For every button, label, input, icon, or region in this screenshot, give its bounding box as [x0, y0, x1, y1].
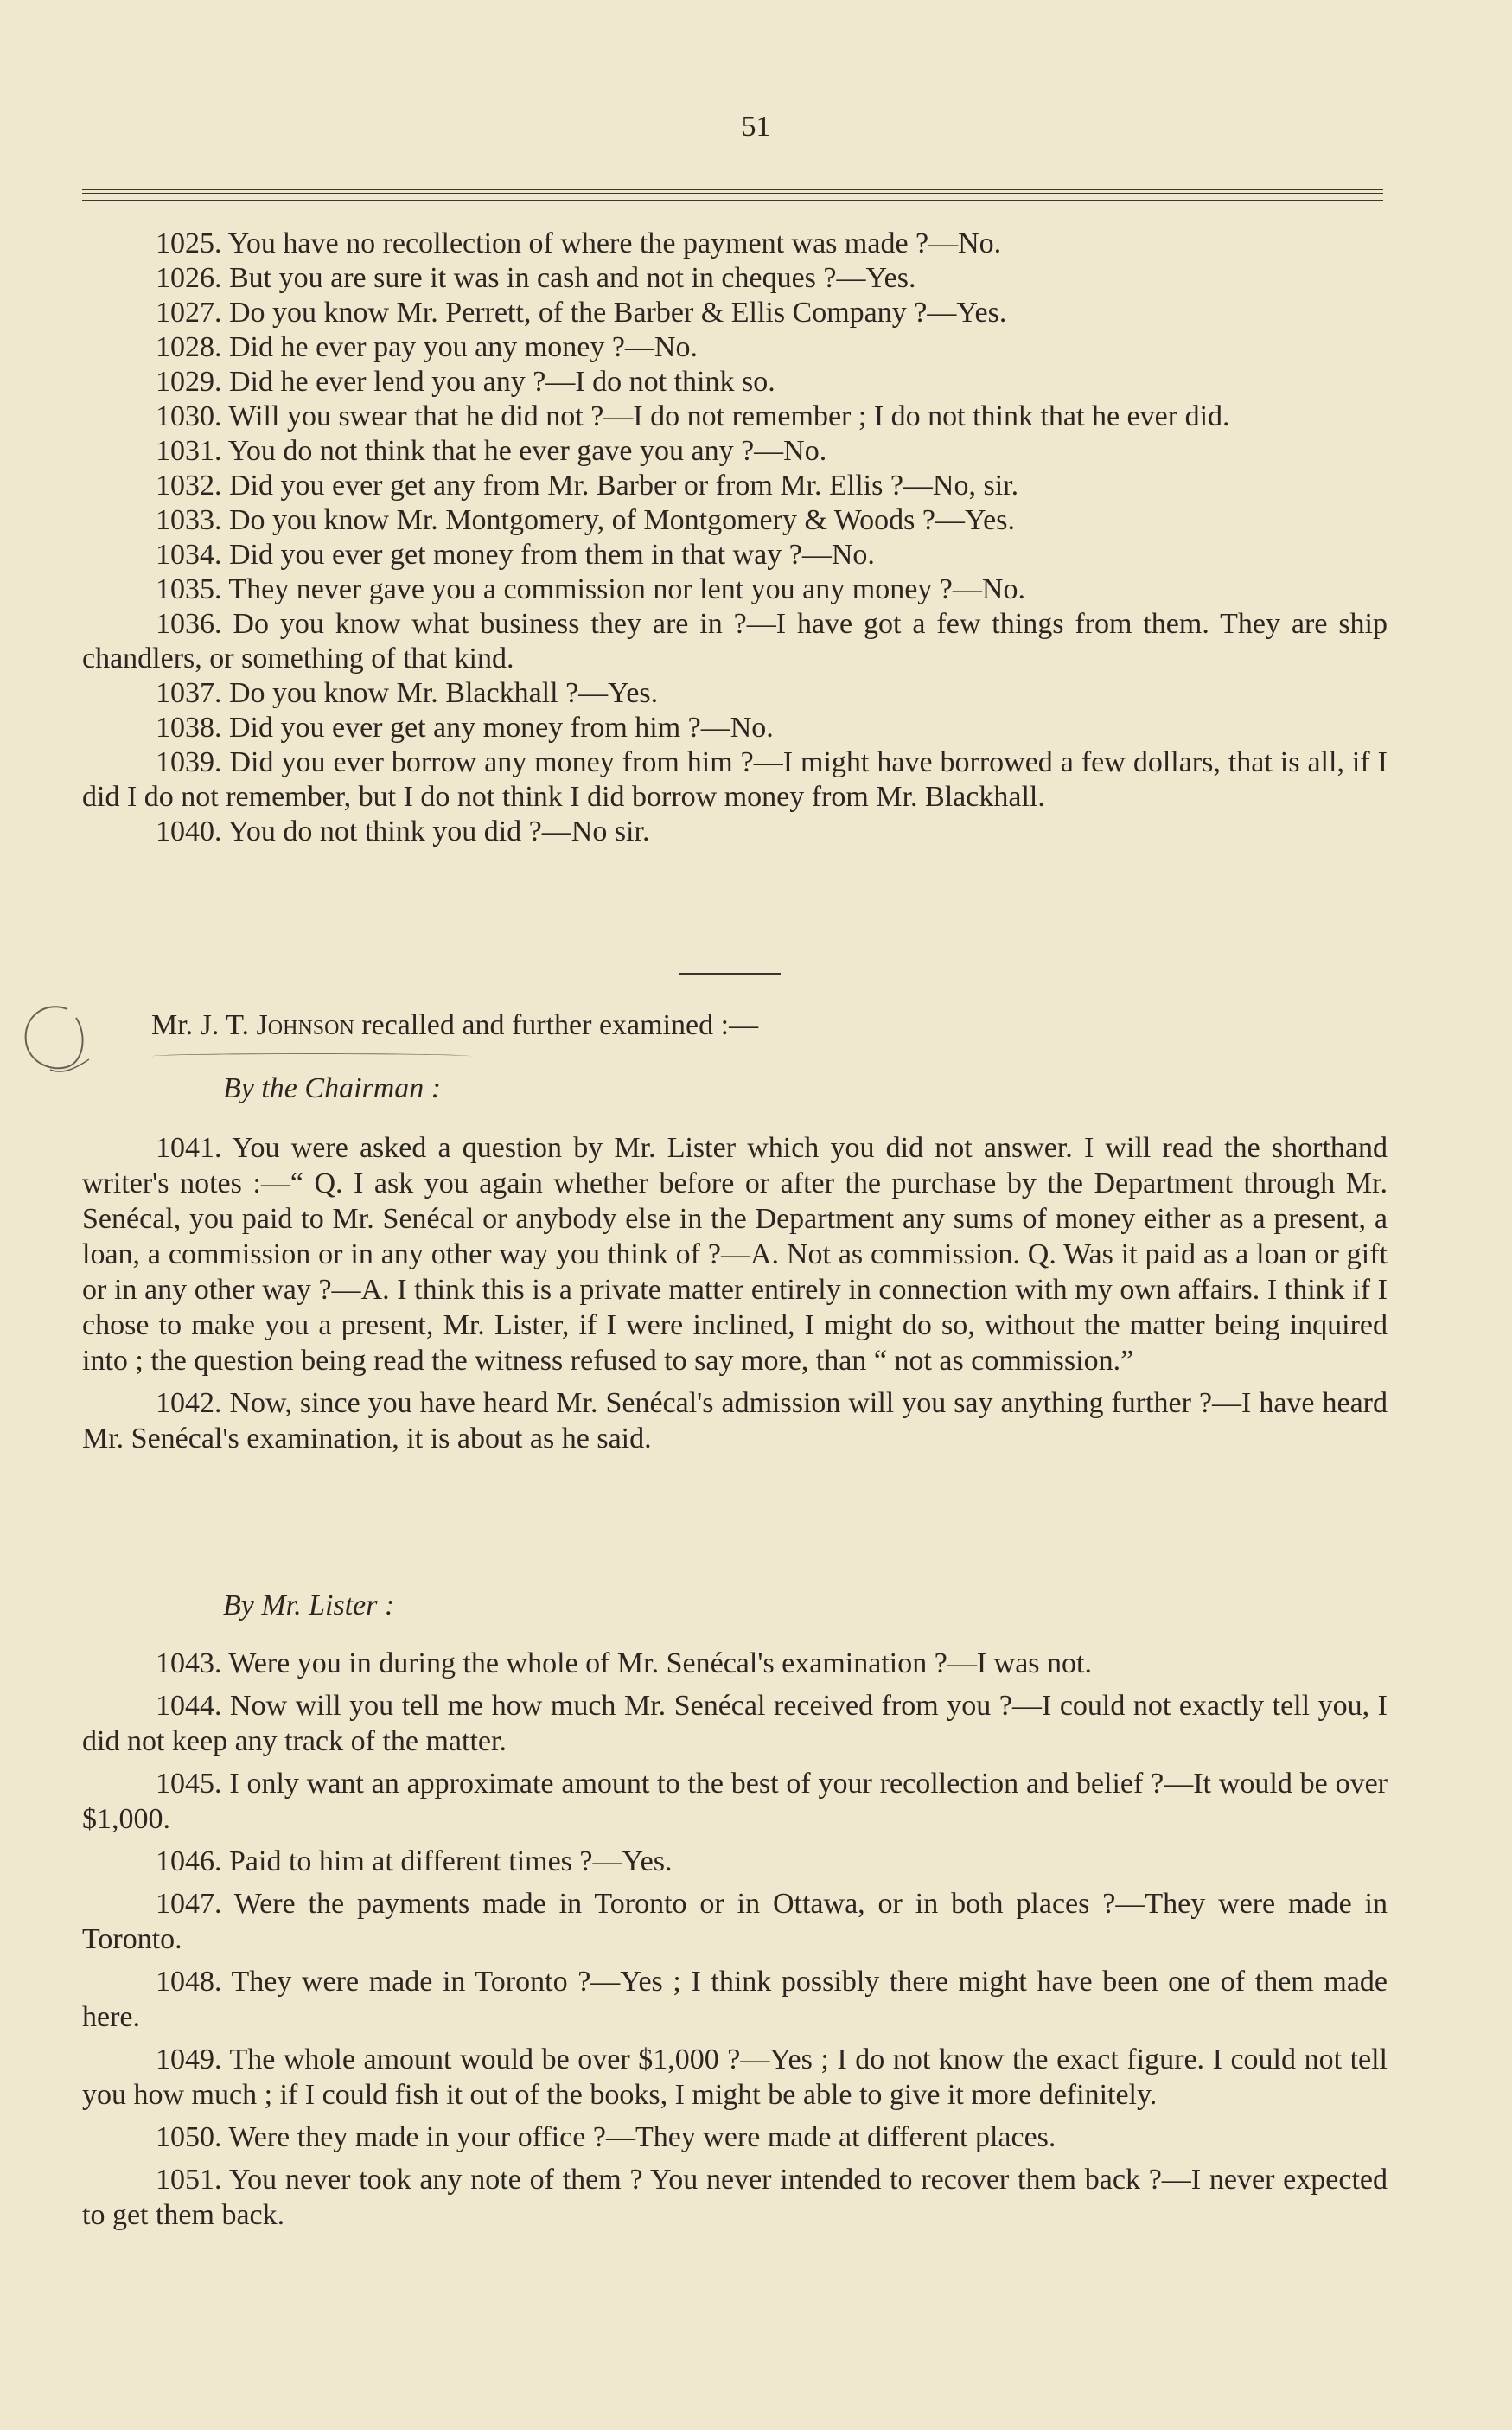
testimony-section-3	[82, 1646, 1388, 2240]
question-1025: 1025. You have no recollection of where the payment was made ?—No.	[156, 227, 1002, 259]
witness-heading-prefix: Mr. J. T.	[151, 1009, 257, 1041]
question-1040: 1040. You do not think you did ?—No sir.	[156, 815, 650, 847]
witness-heading-suffix: recalled and further examined :—	[354, 1009, 759, 1041]
question-1035: 1035. They never gave you a commission nor lent you any money ?—No.	[156, 573, 1025, 605]
section-separator	[679, 973, 781, 975]
question-1029: 1029. Did he ever lend you any ?—I do not think so.	[156, 366, 775, 398]
question-1036: 1036. Do you know what business they are in ?—I have got a few things from them. They are ship chandlers, or something of that kind.	[82, 608, 1388, 675]
question-1044: 1044. Now will you tell me how much Mr. Senécal received from you ?—I could not exactly tell you, I did not keep any track of the matter.	[82, 1690, 1388, 1757]
question-1051: 1051. You never took any note of them ? You never intended to recover them back ?—I never expected to get them back.	[82, 2164, 1388, 2231]
page-number: 51	[741, 111, 771, 143]
question-1033: 1033. Do you know Mr. Montgomery, of Montgomery & Woods ?—Yes.	[156, 504, 1015, 536]
question-1034: 1034. Did you ever get money from them in that way ?—No.	[156, 539, 875, 571]
question-1043: 1043. Were you in during the whole of Mr. Senécal's examination ?—I was not.	[156, 1647, 1092, 1679]
handwritten-underline	[151, 1053, 471, 1059]
question-1028: 1028. Did he ever pay you any money ?—No.	[156, 331, 698, 363]
testimony-section-2	[82, 1130, 1388, 1463]
subheading-lister: By Mr. Lister :	[223, 1589, 395, 1621]
question-1039: 1039. Did you ever borrow any money from him ?—I might have borrowed a few dollars, that is all, if I did I do not remember, but I do not think I did borrow money from Mr. Blackhall.	[82, 746, 1388, 813]
testimony-section-1	[82, 227, 1388, 849]
question-1037: 1037. Do you know Mr. Blackhall ?—Yes.	[156, 677, 659, 709]
question-1041: 1041. You were asked a question by Mr. Lister which you did not answer. I will read the shorthand writer's notes :—“ Q. I ask you again whether before or after the purchase by the Department through Mr. Senécal, you paid to Mr. Senécal or anybody else in the Department any sums of money either as a present, a loan, a commission or in any other way you think of ?—A. Not as commission. Q. Was it paid as a loan or gift or in any other way ?—A. I think this is a private matter entirely in connection with my own affairs. I think if I chose to make you a present, Mr. Lister, if I were inclined, I might do so, without the matter being inquired into ; the question being read the witness refused to say more, than “ not as commission.”	[82, 1132, 1388, 1377]
question-1042: 1042. Now, since you have heard Mr. Senécal's admission will you say anything further ?—I have heard Mr. Senécal's examination, it is about as he said.	[82, 1387, 1388, 1455]
question-1026: 1026. But you are sure it was in cash and not in cheques ?—Yes.	[156, 262, 916, 294]
header-rule	[82, 189, 1383, 201]
question-1045: 1045. I only want an approximate amount to the best of your recollection and belief ?—It would be over $1,000.	[82, 1768, 1388, 1835]
question-1027: 1027. Do you know Mr. Perrett, of the Barber & Ellis Company ?—Yes.	[156, 297, 1007, 329]
question-1046: 1046. Paid to him at different times ?—Yes.	[156, 1845, 673, 1877]
handwritten-circle-mark	[16, 999, 98, 1081]
question-1049: 1049. The whole amount would be over $1,000 ?—Yes ; I do not know the exact figure. I could not tell you how much ; if I could fish it out of the books, I might be able to give it more definitely.	[82, 2043, 1388, 2111]
witness-name: Johnson	[256, 1009, 354, 1041]
question-1030: 1030. Will you swear that he did not ?—I do not remember ; I do not think that he ever did.	[156, 400, 1230, 432]
question-1048: 1048. They were made in Toronto ?—Yes ; I think possibly there might have been one of them made here.	[82, 1966, 1388, 2033]
question-1050: 1050. Were they made in your office ?—They were made at different places.	[156, 2121, 1056, 2153]
question-1032: 1032. Did you ever get any from Mr. Barber or from Mr. Ellis ?—No, sir.	[156, 470, 1019, 502]
witness-heading	[151, 1009, 758, 1042]
question-1031: 1031. You do not think that he ever gave you any ?—No.	[156, 435, 827, 467]
question-1038: 1038. Did you ever get any money from him ?—No.	[156, 712, 774, 744]
question-1047: 1047. Were the payments made in Toronto or in Ottawa, or in both places ?—They were made in Toronto.	[82, 1888, 1388, 1955]
subheading-chairman: By the Chairman :	[223, 1072, 442, 1104]
